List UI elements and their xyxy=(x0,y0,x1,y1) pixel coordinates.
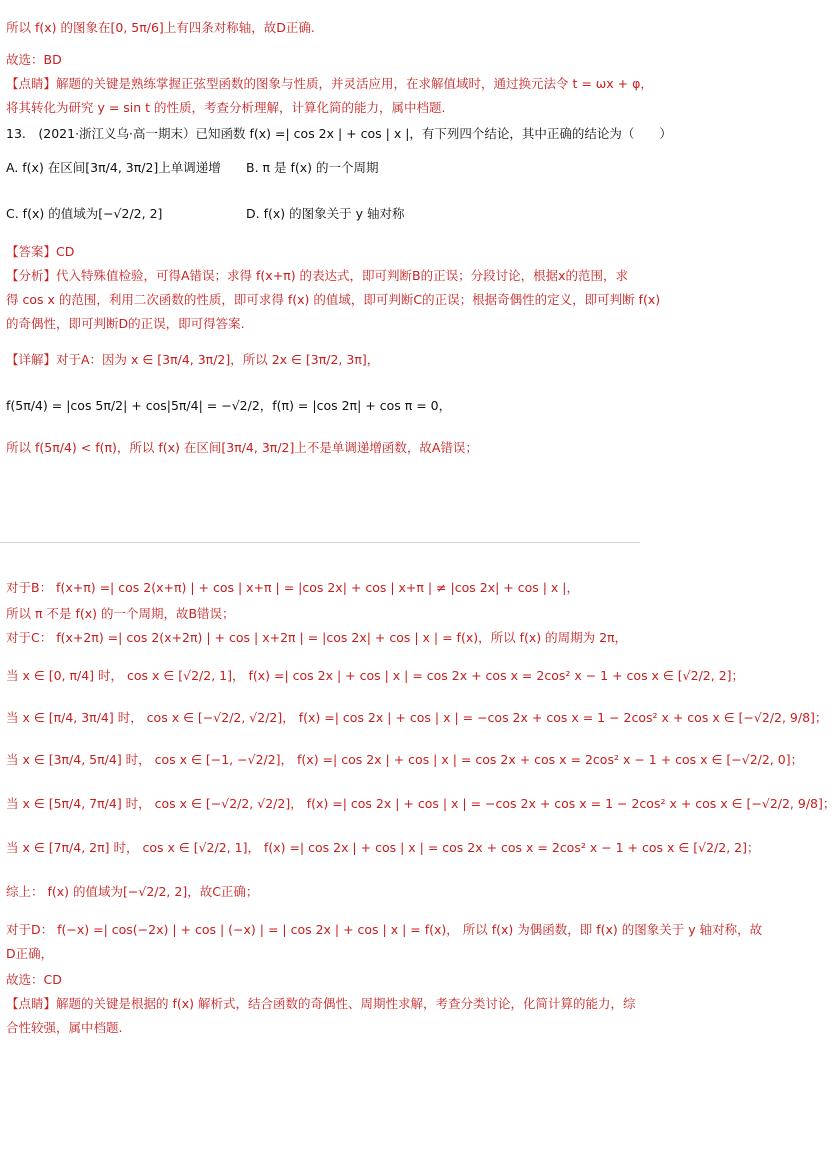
option-b: B. π 是 f(x) 的一个周期 xyxy=(246,160,379,175)
page-divider xyxy=(0,542,640,543)
d-option-line-2: D正确， xyxy=(6,946,54,961)
option-d: D. f(x) 的图象关于 y 轴对称 xyxy=(246,206,405,221)
case-2-line: 当 x ∈ [π/4, 3π/4] 时， cos x ∈ [−√2/2, √2/2]， f(x) =| cos 2x | + cos | x | = −cos 2x + cos x = 1 − 2cos² x + cos x ∈ [−√2/2, 9/8]； xyxy=(6,710,828,725)
comment-line-1: 【点睛】解题的关键是根据的 f(x) 解析式，结合函数的奇偶性、周期性求解，考查分类讨论，化简计算的能力，综 xyxy=(6,996,636,1011)
option-a: A. f(x) 在区间[3π/4, 3π/2]上单调递增 xyxy=(6,160,221,175)
final-choice-line: 故选：CD xyxy=(6,972,62,987)
detail-line-3: 所以 f(5π/4) < f(π)，所以 f(x) 在区间[3π/4, 3π/2]上不是单调递增函数，故A错误； xyxy=(6,440,478,455)
b-option-line-2: 所以 π 不是 f(x) 的一个周期，故B错误； xyxy=(6,606,235,621)
top-comment-line-2: 将其转化为研究 y = sin t 的性质，考查分析理解，计算化简的能力，属中档题. xyxy=(6,100,446,115)
case-5-line: 当 x ∈ [7π/4, 2π] 时， cos x ∈ [√2/2, 1]， f(x) =| cos 2x | + cos | x | = cos 2x + cos x = 2cos² x − 1 + cos x ∈ [√2/2, 2]； xyxy=(6,840,760,855)
d-option-line-1: 对于D： f(−x) =| cos(−2x) | + cos | (−x) | = | cos 2x | + cos | x | = f(x)， 所以 f(x) 为偶函数，即 f(x) 的图象关于 y 轴对称，故 xyxy=(6,922,763,937)
comment-line-2: 合性较强，属中档题. xyxy=(6,1020,123,1035)
page-gap xyxy=(0,488,640,564)
question-13-stem: 13. (2021·浙江义乌·高一期末）已知函数 f(x) =| cos 2x | + cos | x |，有下列四个结论，其中正确的结论为（ ） xyxy=(6,126,672,141)
case-1-line: 当 x ∈ [0, π/4] 时， cos x ∈ [√2/2, 1]， f(x) =| cos 2x | + cos | x | = cos 2x + cos x = 2cos² x − 1 + cos x ∈ [√2/2, 2]； xyxy=(6,668,745,683)
top-conclusion-line: 所以 f(x) 的图象在[0, 5π/6]上有四条对称轴，故D正确. xyxy=(6,20,315,35)
analysis-line-2: 得 cos x 的范围，利用二次函数的性质，即可求得 f(x) 的值域，即可判断C的正误；根据奇偶性的定义，即可判断 f(x) xyxy=(6,292,661,307)
c-option-line: 对于C： f(x+2π) =| cos 2(x+2π) | + cos | x+2π | = |cos 2x| + cos | x | = f(x)，所以 f(x) 的周期为 2π， xyxy=(6,630,628,645)
b-option-line-1: 对于B： f(x+π) =| cos 2(x+π) | + cos | x+π | = |cos 2x| + cos | x+π | ≠ |cos 2x| + cos | x |， xyxy=(6,580,580,595)
case-3-line: 当 x ∈ [3π/4, 5π/4] 时， cos x ∈ [−1, −√2/2]， f(x) =| cos 2x | + cos | x | = cos 2x + cos x = 2cos² x − 1 + cos x ∈ [−√2/2, 0]； xyxy=(6,752,804,767)
case-4-line: 当 x ∈ [5π/4, 7π/4] 时， cos x ∈ [−√2/2, √2/2]， f(x) =| cos 2x | + cos | x | = −cos 2x + cos x = 1 − 2cos² x + cos x ∈ [−√2/2, 9/8]； xyxy=(6,796,835,811)
analysis-line-1: 【分析】代入特殊值检验，可得A错误；求得 f(x+π) 的表达式，即可判断B的正误；分段讨论，根据x的范围，求 xyxy=(6,268,629,283)
top-choice-line: 故选：BD xyxy=(6,52,62,67)
detail-line-2: f(5π/4) = |cos 5π/2| + cos|5π/4| = −√2/2，f(π) = |cos 2π| + cos π = 0， xyxy=(6,398,452,413)
detail-line-1: 【详解】对于A：因为 x ∈ [3π/4, 3π/2]，所以 2x ∈ [3π/2, 3π]， xyxy=(6,352,380,367)
top-comment-line-1: 【点睛】解题的关键是熟练掌握正弦型函数的图象与性质，并灵活应用，在求解值域时，通过换元法令 t = ωx + φ， xyxy=(6,76,653,91)
summary-line: 综上： f(x) 的值域为[−√2/2, 2]，故C正确； xyxy=(6,884,259,899)
option-c: C. f(x) 的值域为[−√2/2, 2] xyxy=(6,206,163,221)
answer-line: 【答案】CD xyxy=(6,244,75,259)
analysis-line-3: 的奇偶性，即可判断D的正误，即可得答案. xyxy=(6,316,245,331)
